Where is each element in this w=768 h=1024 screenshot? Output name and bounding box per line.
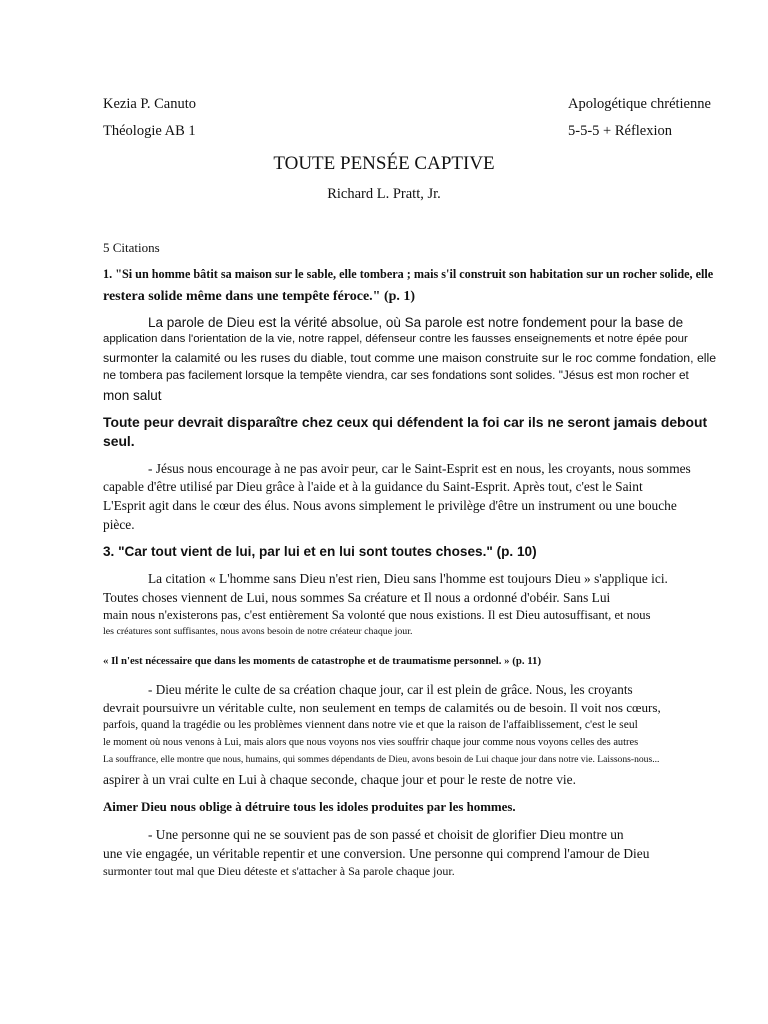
- quote-3-line-1: 3. "Car tout vient de lui, par lui et en lui sont toutes choses." (p. 10): [103, 544, 537, 559]
- paragraph-4-line-1: - Dieu mérite le culte de sa création chaque jour, car il est plein de grâce. Nous, les croyants: [148, 682, 633, 697]
- paragraph-1-line-5: mon salut: [103, 388, 162, 403]
- paragraph-1-line-1: La parole de Dieu est la vérité absolue, où Sa parole est notre fondement pour la base de: [148, 315, 684, 330]
- paragraph-5-line-1: - Une personne qui ne se souvient pas de son passé et choisit de glorifier Dieu montre un: [148, 827, 624, 842]
- paragraph-5-line-2: une vie engagée, un véritable repentir et une conversion. Une personne qui comprend l'amour de Dieu: [103, 846, 650, 861]
- paragraph-3-line-3: main nous n'existerons pas, c'est entièrement Sa volonté que nous existions. Il est Dieu autosuffisant, et nous: [103, 608, 651, 622]
- paragraph-4-line-5: La souffrance, elle montre que nous, humains, qui sommes dépendants de Dieu, avons besoin de Lui chaque jour dans notre vie. Laissons-nous...: [103, 754, 660, 765]
- quote-4-line-1: « Il n'est nécessaire que dans les moments de catastrophe et de traumatisme personnel. » (p. 11): [103, 655, 542, 667]
- paragraph-1-line-4: ne tombera pas facilement lorsque la tempête viendra, car ses fondations sont solides. "Jésus est mon rocher et: [103, 368, 689, 382]
- page-title: TOUTE PENSÉE CAPTIVE: [273, 153, 495, 174]
- paragraph-5-line-3: surmonter tout mal que Dieu déteste et s'attacher à Sa parole chaque jour.: [103, 864, 455, 878]
- course-title: Apologétique chrétienne: [568, 96, 711, 112]
- paragraph-3-line-4: les créatures sont suffisantes, nous avons besoin de notre créateur chaque jour.: [103, 626, 413, 637]
- paragraph-2-line-2: capable d'être utilisé par Dieu grâce à l'aide et à la guidance du Saint-Esprit. Après tout, c'est le Saint: [103, 479, 643, 494]
- paragraph-2-line-3: L'Esprit agit dans le cœur des élus. Nous avons simplement le privilège d'être un instrument ou une bouche: [103, 498, 677, 513]
- paragraph-4-line-3: parfois, quand la tragédie ou les problèmes viennent dans notre vie et que la raison de l'affaiblissement, c'est le seul: [103, 718, 638, 731]
- course-code: Théologie AB 1: [103, 123, 196, 139]
- author-name: Richard L. Pratt, Jr.: [327, 186, 441, 202]
- assignment-label: 5-5-5 + Réflexion: [568, 123, 673, 139]
- quote-2-line-2: seul.: [103, 433, 135, 449]
- paragraph-1-line-2: application dans l'orientation de la vie, notre rappel, défenseur contre les fausses enseignements et notre épée pour: [103, 333, 688, 345]
- quote-2-line-1: Toute peur devrait disparaître chez ceux qui défendent la foi car ils ne seront jamais debout: [103, 414, 708, 430]
- paragraph-4-line-4: le moment où nous venons à Lui, mais alors que nous voyons nos vies souffrir chaque jour comme nous voyons celles des autres: [103, 737, 639, 748]
- quote-1-line-1: 1. "Si un homme bâtit sa maison sur le sable, elle tombera ; mais s'il construit son habitation sur un rocher solide, elle: [103, 267, 714, 281]
- student-name: Kezia P. Canuto: [103, 96, 197, 112]
- paragraph-2-line-4: pièce.: [103, 517, 135, 532]
- quote-5-line-1: Aimer Dieu nous oblige à détruire tous les idoles produites par les hommes.: [103, 800, 516, 814]
- paragraph-4-line-2: devrait poursuivre un véritable culte, non seulement en temps de calamités ou de besoin. Il voit nos cœurs,: [103, 700, 661, 715]
- quote-1-line-2: restera solide même dans une tempête féroce." (p. 1): [103, 289, 416, 304]
- paragraph-3-line-1: La citation « L'homme sans Dieu n'est rien, Dieu sans l'homme est toujours Dieu » s'applique ici.: [148, 571, 668, 586]
- paragraph-1-line-3: surmonter la calamité ou les ruses du diable, tout comme une maison construite sur le roc comme fondation, elle: [103, 351, 717, 365]
- paragraph-4-line-6: aspirer à un vrai culte en Lui à chaque seconde, chaque jour et pour le reste de notre vie.: [103, 772, 576, 787]
- paragraph-3-line-2: Toutes choses viennent de Lui, nous sommes Sa créature et Il nous a ordonné d'obéir. Sans Lui: [103, 590, 611, 605]
- paragraph-2-line-1: - Jésus nous encourage à ne pas avoir peur, car le Saint-Esprit est en nous, les croyants, nous sommes: [148, 461, 691, 476]
- section-label: 5 Citations: [103, 240, 160, 255]
